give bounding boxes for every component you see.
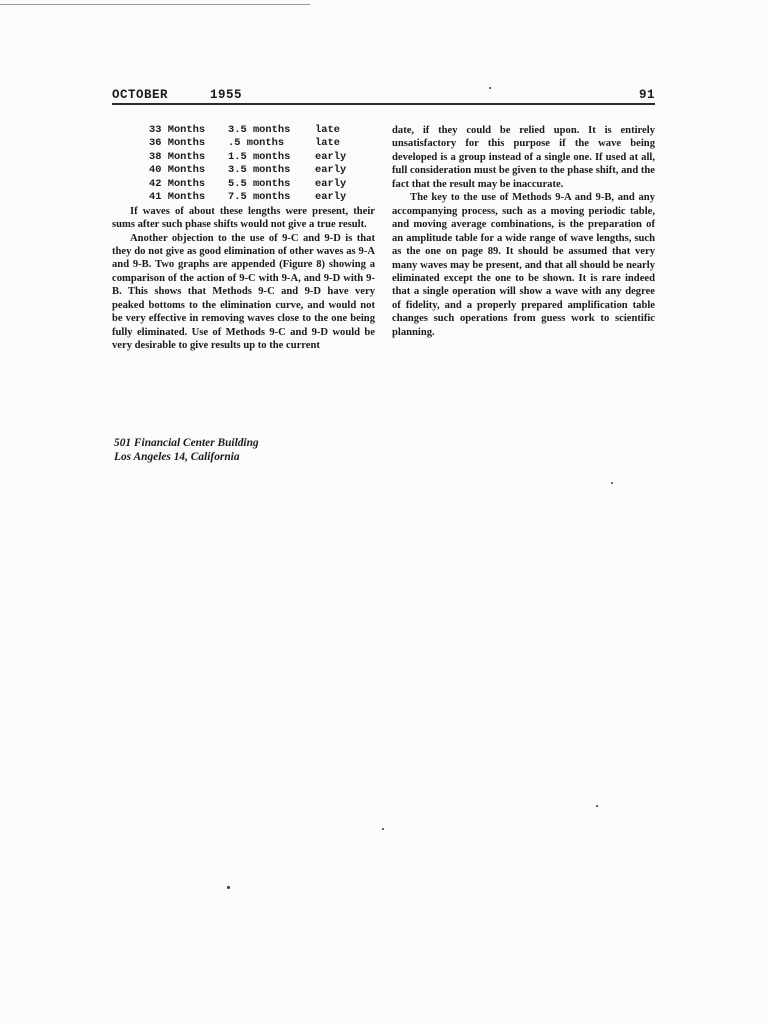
wave-length-cell: 33 Months	[149, 124, 206, 136]
running-header	[112, 88, 655, 104]
header-rule	[112, 103, 655, 105]
wave-length-cell: 41 Months	[149, 191, 206, 204]
direction-cell: late	[315, 137, 340, 150]
address-line: 501 Financial Center Building	[114, 437, 259, 449]
shift-cell: 1.5 months	[228, 150, 291, 163]
left-body-text	[112, 205, 375, 353]
scan-speck	[382, 828, 384, 830]
direction-cell: early	[315, 191, 347, 204]
table-row	[112, 164, 375, 177]
shift-cell: 3.5 months	[228, 164, 291, 177]
wave-length-cell: 42 Months	[149, 177, 206, 190]
shift-cell: 7.5 months	[228, 191, 291, 204]
table-row	[112, 191, 375, 204]
scan-speck	[611, 482, 613, 484]
paragraph-continuation: date, if they could be relied upon. It is entirely unsatisfactory for this purpose if the wave being developed is a group instead of a single one. If used at all, full consideration must be given to the phase shift, and the fact that the result may be inaccurate.	[392, 125, 655, 190]
left-column	[112, 124, 375, 353]
wave-length-cell: 36 Months	[149, 137, 206, 150]
shift-cell: 5.5 months	[228, 177, 291, 190]
scan-speck	[596, 805, 598, 807]
table-row	[112, 151, 375, 164]
address-line: Los Angeles 14, California	[114, 450, 240, 463]
scan-speck	[489, 87, 491, 89]
direction-cell: early	[315, 177, 347, 190]
phase-shift-table	[112, 124, 375, 205]
direction-cell: early	[315, 164, 347, 177]
right-body-text	[392, 124, 655, 339]
paragraph: Another objection to the use of 9-C and 9-D is that they do not give as good elimination of other waves as 9-A and 9-B. Two graphs are appended (Figure 8) showing a comparison of the action of 9-C with 9-A, and 9-D with 9-B. This shows that Methods 9-C and 9-D have very peaked bottoms to the elimination curve, and would not be very effective in removing waves close to the one being fully eliminated. Use of Methods 9-C and 9-D would be very desirable to give results up to the current	[112, 232, 375, 352]
right-column	[392, 124, 655, 339]
table-row	[112, 124, 375, 137]
paragraph: If waves of about these lengths were present, their sums after such phase shifts would not give a true result.	[112, 205, 375, 231]
direction-cell: early	[315, 150, 347, 163]
table-row	[112, 137, 375, 150]
table-row	[112, 178, 375, 191]
scan-artifact-line	[0, 4, 310, 5]
header-month: OCTOBER	[112, 88, 169, 102]
shift-cell: .5 months	[228, 137, 285, 150]
author-address	[114, 437, 259, 465]
scan-speck	[227, 886, 230, 889]
wave-length-cell: 40 Months	[149, 164, 206, 177]
page-number: 91	[638, 88, 655, 102]
wave-length-cell: 38 Months	[149, 150, 206, 163]
header-year: 1955	[210, 88, 243, 102]
paragraph: The key to the use of Methods 9-A and 9-B, and any accompanying process, such as a moving periodic table, and moving average combinations, is the preparation of an amplitude table for a wide range of wave lengths, such as the one on page 89. It should be assumed that very many waves may be present, and that all should be nearly eliminated except the one to be shown. It is rare indeed that a single operation will show a wave with any degree of fidelity, and a properly prepared amplification table changes such operations from guess work to scientific planning.	[392, 192, 655, 338]
direction-cell: late	[315, 124, 340, 136]
shift-cell: 3.5 months	[228, 124, 291, 136]
